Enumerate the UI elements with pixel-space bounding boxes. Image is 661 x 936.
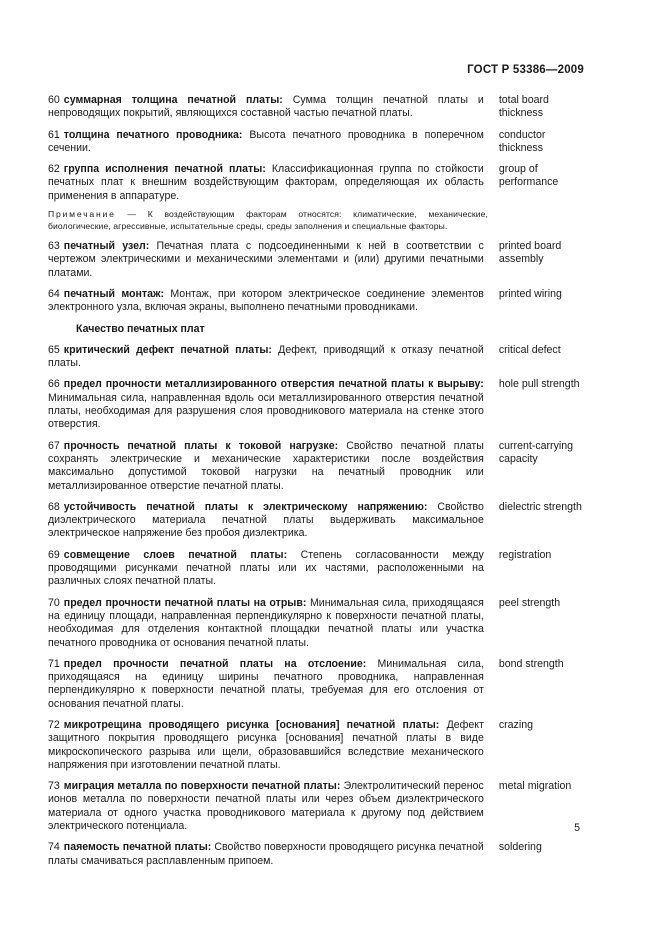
term-name: толщина печатного проводника: (63, 128, 243, 141)
term-entry (48, 378, 588, 431)
page-number: 5 (574, 822, 580, 834)
definition-text: Классификационная группа по стойкости печатных плат к внешним воздействующим факторам, определяющая их область применения в аппаратуре. (48, 163, 484, 202)
definition-text: Сумма толщин печатной платы и непроводящих покрытий, являющихся составной частью печатной платы. (48, 94, 484, 120)
english-equivalent: printed wiring (498, 287, 562, 300)
term-name: миграция металла по поверхности печатной платы: (63, 780, 341, 793)
note (48, 209, 488, 232)
term-number: 67 (48, 439, 60, 452)
terms-list (48, 94, 588, 876)
term-name: прочность печатной платы к токовой нагрузке: (63, 439, 339, 452)
term-definition (48, 658, 484, 711)
definition-text: Минимальная сила, направленная вдоль оси металлизированного отверстия печатной платы, необходимая для разрушения слоя проводникового материала на стенке этого отверстия. (48, 391, 484, 431)
term-entry (48, 163, 588, 203)
term-number: 74 (48, 841, 60, 854)
english-equivalent: hole pull strength (498, 378, 580, 391)
term-entry (48, 658, 588, 711)
term-entry (48, 841, 588, 868)
term-definition (48, 501, 484, 541)
term-name: группа исполнения печатной платы: (63, 163, 266, 176)
english-equivalent: soldering (498, 841, 542, 854)
term-number: 65 (48, 343, 60, 356)
term-definition (48, 288, 484, 315)
definition-text: Высота печатного проводника в поперечном сечении. (48, 128, 484, 154)
term-definition (48, 344, 484, 371)
term-definition (48, 94, 484, 121)
term-name: устойчивость печатной платы к электрическому напряжению: (63, 500, 428, 513)
term-number: 64 (48, 287, 60, 300)
term-definition (48, 841, 484, 868)
english-equivalent: dielectric strength (498, 500, 582, 513)
term-number: 63 (48, 240, 60, 253)
term-name: суммарная толщина печатной платы: (63, 94, 283, 106)
term-number: 62 (48, 163, 60, 176)
english-equivalent: peel strength (498, 596, 561, 609)
term-name: предел прочности печатной платы на отрыв: (63, 596, 307, 609)
definition-text: Дефект защитного покрытия проводящего рисунка [основания] печатной платы в виде микроскопического разрыва или щели, образовавшийся вследствие механического напряжения при изготовлении печатной платы. (48, 718, 484, 771)
english-equivalent: critical defect (498, 343, 561, 356)
term-number: 66 (48, 378, 60, 391)
term-number: 60 (48, 94, 60, 106)
term-name: предел прочности печатной платы на отслоение: (63, 657, 367, 670)
term-name: печатный узел: (63, 240, 150, 253)
term-name: печатный монтаж: (63, 287, 165, 300)
definition-text: Печатная плата с подсоединенными к ней в соответствии с чертежом электрическими и механическими элементами и (или) другими печатными платами. (48, 240, 484, 279)
term-definition (48, 440, 484, 493)
english-equivalent: total board thickness (498, 94, 549, 120)
english-equivalent: printed board assembly (498, 240, 562, 266)
term-number: 72 (48, 718, 60, 731)
note-label: Примечание (48, 209, 116, 220)
term-definition (48, 378, 484, 431)
term-definition (48, 129, 484, 156)
english-equivalent: conductor thickness (498, 128, 546, 154)
term-entry (48, 288, 588, 315)
section-heading: Качество печатных плат (76, 322, 205, 335)
standard-designation: ГОСТ Р 53386—2009 (467, 64, 584, 76)
term-number: 61 (48, 128, 60, 141)
definition-text: Степень согласованности между проводящими рисунками печатной платы или их частями, расположенными на различных слоях печатной платы. (48, 548, 484, 588)
english-equivalent: group of performance (498, 163, 559, 189)
term-entry (48, 780, 588, 833)
term-number: 68 (48, 500, 60, 513)
term-definition (48, 163, 484, 203)
english-equivalent: metal migration (498, 780, 572, 793)
term-name: предел прочности металлизированного отверстия печатной платы к вырыву: (63, 378, 484, 391)
term-entry (48, 240, 588, 280)
definition-text: Монтаж, при котором электрическое соединение элементов электронного узла, включая экраны, выполнено печатными проводниками. (48, 287, 484, 314)
english-equivalent: bond strength (498, 657, 564, 670)
definition-text: Свойство поверхности проводящего рисунка печатной платы смачиваться расплавленным припоем. (48, 841, 484, 867)
definition-text: Свойство диэлектрического материала печатной платы выдерживать максимальное электрическое напряжение без пробоя диэлектрика. (48, 500, 484, 540)
term-number: 70 (48, 596, 60, 609)
term-name: критический дефект печатной платы: (63, 343, 272, 356)
term-definition (48, 549, 484, 589)
term-entry (48, 549, 588, 589)
term-entry (48, 129, 588, 156)
term-group-c (48, 344, 588, 868)
definition-text: Дефект, приводящий к отказу печатной платы. (48, 343, 484, 370)
definition-text: Минимальная сила, приходящаяся на единицу ширины печатного проводника, направленная перпендикулярно к поверхности печатной платы, требуемая для его отслоения от основания печатной платы. (48, 657, 484, 710)
term-definition (48, 719, 484, 772)
definition-text: Свойство печатной платы сохранять электрические и механические характеристики после воздействия максимально допустимой токовой нагрузки на печатный проводник или металлизированное отверстие печатной платы. (48, 439, 484, 492)
term-number: 69 (48, 548, 60, 561)
term-entry (48, 719, 588, 772)
definition-text: Минимальная сила, приходящаяся на единицу площади, направленная перпендикулярно к поверхности печатной платы, необходимая для отделения контактной площадки печатной платы или участка печатного проводника от основания печатной платы. (48, 596, 484, 649)
term-entry (48, 597, 588, 650)
note-text: — К воздействующим факторам относятся: климатические, механические, биологические, агрессивные, испытательные среды, среды заполнения и специальные факторы. (48, 209, 488, 231)
english-equivalent: current-carrying capacity (498, 439, 574, 465)
term-entry (48, 94, 588, 121)
definition-text: Электролитический перенос ионов металла по поверхности печатной платы или через объем диэлектрического материала от одного участка проводникового материала к другому под действием электрического потенциала. (48, 780, 484, 833)
term-entry (48, 344, 588, 371)
term-group-a (48, 94, 588, 203)
term-name: микротрещина проводящего рисунка [основания] печатной платы: (63, 718, 440, 731)
term-name: совмещение слоев печатной платы: (63, 548, 288, 561)
term-entry (48, 440, 588, 493)
term-entry (48, 501, 588, 541)
term-name: паяемость печатной платы: (63, 841, 212, 854)
term-definition (48, 780, 484, 833)
english-equivalent: crazing (498, 718, 533, 731)
term-group-b (48, 240, 588, 314)
term-definition (48, 597, 484, 650)
term-number: 71 (48, 657, 60, 670)
term-definition (48, 240, 484, 280)
term-number: 73 (48, 780, 60, 793)
english-equivalent: registration (498, 548, 552, 561)
